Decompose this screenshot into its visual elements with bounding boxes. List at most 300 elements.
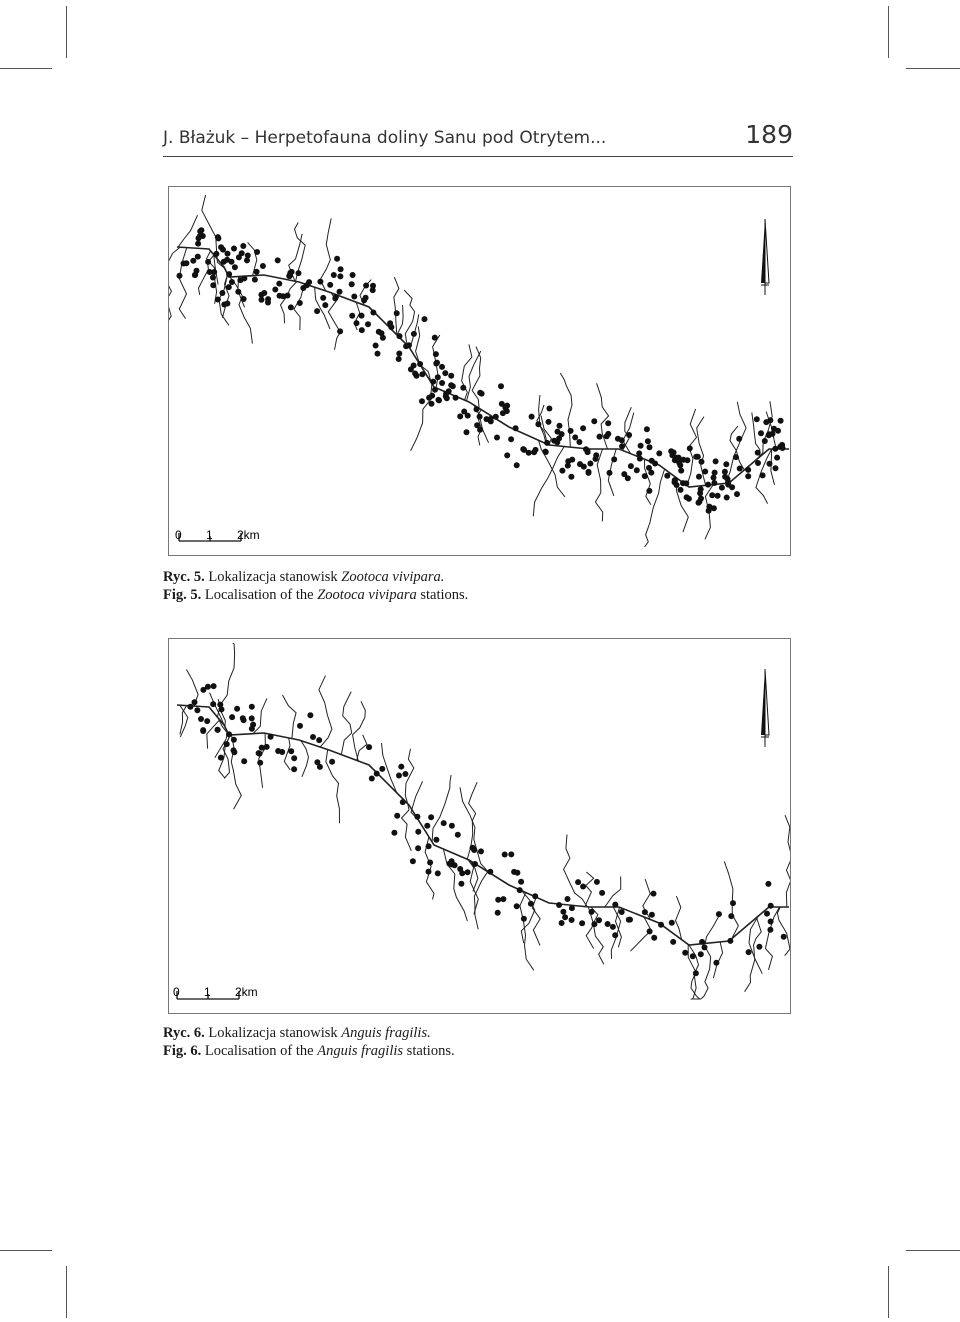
- scale-label-0: 0: [175, 528, 182, 542]
- tributary: [281, 282, 297, 324]
- station-dot: [374, 771, 380, 777]
- station-dot: [696, 500, 702, 506]
- station-dot: [434, 360, 440, 366]
- caption-en-tail: stations.: [416, 587, 469, 603]
- main-river: [177, 247, 789, 487]
- station-dot: [514, 870, 520, 876]
- station-dot: [442, 370, 448, 376]
- station-dot: [224, 741, 230, 747]
- station-dot: [734, 491, 740, 497]
- station-points: [187, 683, 786, 976]
- station-dot: [758, 430, 764, 436]
- station-dot: [261, 290, 267, 296]
- scale-label-1: 1: [204, 985, 211, 999]
- station-dot: [580, 425, 586, 431]
- station-dot: [226, 731, 232, 737]
- station-dot: [544, 440, 550, 446]
- station-dot: [767, 927, 773, 933]
- station-dot: [715, 493, 721, 499]
- station-dot: [187, 704, 193, 710]
- station-dot: [254, 269, 260, 275]
- station-dot: [198, 716, 204, 722]
- station-dot: [433, 351, 439, 357]
- running-header: [163, 120, 793, 157]
- station-dot: [426, 843, 432, 849]
- station-dot: [479, 391, 485, 397]
- station-dot: [195, 241, 201, 247]
- station-dot: [215, 235, 221, 241]
- station-dot: [414, 814, 420, 820]
- caption-en-text: Localisation of the: [204, 1043, 318, 1059]
- station-dot: [586, 470, 592, 476]
- station-dot: [669, 452, 675, 458]
- station-dot: [593, 456, 599, 462]
- station-dot: [398, 764, 404, 770]
- station-dot: [428, 814, 434, 820]
- station-dot: [291, 755, 297, 761]
- station-dot: [610, 924, 616, 930]
- station-dot: [211, 683, 217, 689]
- station-dot: [297, 723, 303, 729]
- station-dot: [579, 920, 585, 926]
- north-arrow: [761, 669, 769, 747]
- station-dot: [555, 429, 561, 435]
- station-dot: [285, 293, 291, 299]
- station-dot: [502, 852, 508, 858]
- station-dot: [723, 461, 729, 467]
- station-dot: [244, 257, 250, 263]
- station-dot: [254, 249, 260, 255]
- station-dot: [410, 858, 416, 864]
- station-dot: [569, 917, 575, 923]
- tributary: [283, 695, 297, 739]
- caption-pl-species: Anguis fragilis.: [341, 1025, 431, 1041]
- station-dot: [575, 879, 581, 885]
- station-dot: [419, 398, 425, 404]
- station-dot: [229, 279, 235, 285]
- page-number: 189: [745, 120, 793, 149]
- station-dot: [518, 879, 524, 885]
- station-dot: [767, 461, 773, 467]
- station-dot: [359, 327, 365, 333]
- station-dot: [487, 869, 493, 875]
- station-dot: [333, 294, 339, 300]
- station-dot: [219, 290, 225, 296]
- station-dot: [334, 256, 340, 262]
- caption-en-label: Fig. 6.: [163, 1043, 202, 1059]
- station-dot: [204, 718, 210, 724]
- station-dot: [272, 287, 278, 293]
- station-dot: [337, 328, 343, 334]
- station-dot: [446, 388, 452, 394]
- station-dot: [619, 437, 625, 443]
- station-dot: [415, 845, 421, 851]
- station-dot: [699, 939, 705, 945]
- station-dot: [611, 456, 617, 462]
- station-dot: [521, 447, 527, 453]
- station-dot: [310, 734, 316, 740]
- station-dot: [612, 902, 618, 908]
- station-dot: [562, 914, 568, 920]
- crop-mark: [66, 6, 67, 58]
- station-dot: [678, 468, 684, 474]
- station-dot: [195, 254, 201, 260]
- tributary: [284, 738, 290, 770]
- station-dot: [778, 418, 784, 424]
- station-dot: [625, 475, 631, 481]
- station-dot: [626, 917, 632, 923]
- station-dot: [508, 851, 514, 857]
- station-dot: [229, 714, 235, 720]
- station-dot: [576, 439, 582, 445]
- crop-mark: [906, 1250, 960, 1251]
- station-dot: [396, 351, 402, 357]
- station-dot: [197, 228, 203, 234]
- station-dot: [664, 473, 670, 479]
- station-dot: [755, 450, 761, 456]
- map-svg: [169, 639, 790, 1013]
- station-dot: [569, 905, 575, 911]
- station-dot: [277, 293, 283, 299]
- station-dot: [236, 254, 242, 260]
- crop-mark: [888, 1266, 889, 1318]
- station-dot: [366, 744, 372, 750]
- station-dot: [449, 861, 455, 867]
- caption-en-text: Localisation of the: [204, 587, 318, 603]
- river-network: [177, 643, 790, 999]
- station-dot: [498, 383, 504, 389]
- station-dot: [439, 380, 445, 386]
- station-dot: [460, 385, 466, 391]
- station-dot: [429, 401, 435, 407]
- station-dot: [231, 747, 237, 753]
- station-dot: [557, 423, 563, 429]
- station-dot: [686, 496, 692, 502]
- station-dot: [402, 771, 408, 777]
- tributary: [472, 347, 481, 409]
- station-dot: [450, 383, 456, 389]
- station-dot: [394, 310, 400, 316]
- tributary: [645, 469, 665, 547]
- station-dot: [226, 284, 232, 290]
- station-dot: [252, 277, 258, 283]
- tributary: [253, 698, 267, 733]
- station-dot: [580, 884, 586, 890]
- station-dot: [517, 887, 523, 893]
- station-dot: [457, 413, 463, 419]
- station-dot: [669, 920, 675, 926]
- station-dot: [424, 823, 430, 829]
- station-dot: [678, 487, 684, 493]
- station-dot: [488, 418, 494, 424]
- station-dot: [430, 379, 436, 385]
- station-dot: [240, 243, 246, 249]
- station-dot: [760, 472, 766, 478]
- station-dot: [725, 479, 731, 485]
- station-dot: [265, 300, 271, 306]
- station-dot: [591, 921, 597, 927]
- station-dot: [722, 474, 728, 480]
- station-dot: [656, 450, 662, 456]
- station-dot: [414, 373, 420, 379]
- station-dot: [690, 953, 696, 959]
- station-dot: [644, 426, 650, 432]
- station-dot: [350, 272, 356, 278]
- station-dot: [221, 302, 227, 308]
- station-dot: [542, 449, 548, 455]
- station-dot: [397, 333, 403, 339]
- station-dot: [205, 259, 211, 265]
- scale-label-0: 0: [173, 985, 180, 999]
- station-dot: [396, 356, 402, 362]
- station-dot: [594, 879, 600, 885]
- station-dot: [528, 901, 534, 907]
- station-dot: [477, 427, 483, 433]
- station-dot: [755, 460, 761, 466]
- tributary: [169, 247, 180, 325]
- station-dot: [705, 482, 711, 488]
- station-dot: [636, 450, 642, 456]
- station-dot: [459, 870, 465, 876]
- station-dot: [767, 417, 773, 423]
- caption-pl-label: Ryc. 5.: [163, 569, 205, 585]
- station-dot: [612, 932, 618, 938]
- tributary: [222, 274, 229, 318]
- station-dot: [716, 911, 722, 917]
- caption-pl-text: Lokalizacja stanowisk: [208, 1025, 342, 1041]
- station-dot: [213, 251, 219, 257]
- station-dot: [226, 271, 232, 277]
- station-dot: [210, 701, 216, 707]
- station-dot: [565, 896, 571, 902]
- station-dot: [684, 457, 690, 463]
- station-dot: [257, 760, 263, 766]
- station-dot: [426, 395, 432, 401]
- station-dot: [535, 421, 541, 427]
- station-dot: [762, 438, 768, 444]
- station-dot: [241, 758, 247, 764]
- station-dot: [349, 313, 355, 319]
- tributary: [785, 815, 790, 907]
- scale-label-2km: 2km: [237, 528, 260, 542]
- station-dot: [444, 395, 450, 401]
- station-dot: [200, 687, 206, 693]
- caption-en: [163, 586, 468, 604]
- tributary: [301, 741, 309, 777]
- station-dot: [231, 246, 237, 252]
- station-dot: [260, 263, 266, 269]
- station-dot: [585, 448, 591, 454]
- station-dot: [572, 434, 578, 440]
- station-dot: [504, 452, 510, 458]
- station-dot: [687, 445, 693, 451]
- figure-5-caption: [163, 568, 468, 604]
- station-dot: [240, 715, 246, 721]
- station-dot: [724, 495, 730, 501]
- station-dot: [307, 712, 313, 718]
- station-dot: [375, 351, 381, 357]
- station-dot: [504, 408, 510, 414]
- crop-mark: [888, 6, 889, 58]
- scale-label-2km: 2km: [235, 985, 258, 999]
- station-dot: [304, 282, 310, 288]
- station-dot: [296, 270, 302, 276]
- crop-mark: [906, 68, 960, 69]
- station-dot: [391, 830, 397, 836]
- station-dot: [317, 279, 323, 285]
- tributary: [315, 287, 330, 329]
- station-dot: [370, 310, 376, 316]
- station-dot: [676, 455, 682, 461]
- station-dot: [379, 330, 385, 336]
- caption-pl: [163, 1024, 455, 1042]
- station-dot: [177, 273, 183, 279]
- station-dot: [415, 829, 421, 835]
- station-dot: [417, 361, 423, 367]
- station-dot: [192, 699, 198, 705]
- station-dot: [249, 715, 255, 721]
- station-dot: [771, 426, 777, 432]
- station-dot: [455, 832, 461, 838]
- station-dot: [529, 414, 535, 420]
- station-dot: [649, 912, 655, 918]
- scale-label-1: 1: [206, 528, 213, 542]
- station-dot: [628, 463, 634, 469]
- station-dot: [441, 820, 447, 826]
- station-dot: [464, 429, 470, 435]
- tributary: [394, 277, 399, 335]
- station-dot: [422, 316, 428, 322]
- station-dot: [411, 331, 417, 337]
- station-dot: [474, 406, 480, 412]
- station-dot: [249, 704, 255, 710]
- station-dot: [533, 447, 539, 453]
- station-dot: [619, 443, 625, 449]
- tributary: [468, 860, 479, 915]
- tributary: [564, 835, 588, 907]
- station-dot: [471, 847, 477, 853]
- station-dot: [354, 320, 360, 326]
- station-dot: [322, 302, 328, 308]
- station-dot: [192, 272, 198, 278]
- station-dot: [314, 759, 320, 765]
- station-dot: [291, 766, 297, 772]
- station-dot: [363, 283, 369, 289]
- tributary: [533, 447, 564, 517]
- station-dot: [465, 869, 471, 875]
- station-dot: [210, 275, 216, 281]
- station-dot: [765, 881, 771, 887]
- station-dot: [465, 413, 471, 419]
- station-dot: [647, 444, 653, 450]
- station-dot: [546, 419, 552, 425]
- station-dot: [546, 406, 552, 412]
- station-dot: [432, 335, 438, 341]
- station-dot: [494, 435, 500, 441]
- station-dot: [647, 928, 653, 934]
- tributary: [724, 861, 738, 938]
- station-dot: [682, 950, 688, 956]
- station-dot: [250, 722, 256, 728]
- tributary: [605, 876, 621, 907]
- station-dot: [359, 313, 365, 319]
- station-dot: [337, 273, 343, 279]
- station-dot: [288, 748, 294, 754]
- station-dot: [597, 434, 603, 440]
- figure-6-map: [168, 638, 791, 1014]
- station-dot: [275, 257, 281, 263]
- station-dot: [764, 911, 770, 917]
- station-dot: [338, 266, 344, 272]
- station-dot: [607, 470, 613, 476]
- station-dot: [426, 869, 432, 875]
- station-dot: [453, 395, 459, 401]
- station-dot: [637, 456, 643, 462]
- tributary: [460, 787, 489, 872]
- station-dot: [207, 269, 213, 275]
- station-dot: [363, 295, 369, 301]
- station-dot: [651, 935, 657, 941]
- station-dot: [379, 766, 385, 772]
- station-dot: [493, 414, 499, 420]
- station-dot: [713, 458, 719, 464]
- tributary: [207, 720, 220, 749]
- station-dot: [556, 902, 562, 908]
- tributary: [178, 215, 197, 247]
- station-dot: [427, 860, 433, 866]
- crop-mark: [0, 1250, 52, 1251]
- tributary: [585, 872, 594, 907]
- station-dot: [394, 813, 400, 819]
- station-dot: [521, 916, 527, 922]
- station-dot: [477, 414, 483, 420]
- map-svg: [169, 187, 790, 555]
- station-dot: [316, 737, 322, 743]
- station-dot: [403, 343, 409, 349]
- station-dot: [712, 470, 718, 476]
- station-dot: [388, 324, 394, 330]
- tributary: [676, 896, 682, 939]
- station-dot: [439, 364, 445, 370]
- tributary: [588, 907, 604, 965]
- tributary: [179, 248, 187, 319]
- station-dot: [626, 432, 632, 438]
- caption-en-label: Fig. 5.: [163, 587, 202, 603]
- station-dot: [229, 259, 235, 265]
- tributary: [202, 195, 225, 268]
- station-dot: [337, 289, 343, 295]
- station-dot: [746, 949, 752, 955]
- station-dot: [565, 458, 571, 464]
- figure-6-caption: [163, 1024, 455, 1060]
- station-dot: [370, 287, 376, 293]
- station-dot: [733, 454, 739, 460]
- station-dot: [695, 454, 701, 460]
- station-dot: [200, 728, 206, 734]
- station-dot: [237, 277, 243, 283]
- station-dot: [696, 474, 702, 480]
- station-dot: [472, 861, 478, 867]
- station-dot: [596, 917, 602, 923]
- station-dot: [711, 475, 717, 481]
- station-dot: [508, 436, 514, 442]
- station-dot: [697, 490, 703, 496]
- main-river: [177, 705, 789, 945]
- station-dot: [495, 910, 501, 916]
- station-dot: [419, 371, 425, 377]
- station-dot: [642, 909, 648, 915]
- station-dot: [279, 749, 285, 755]
